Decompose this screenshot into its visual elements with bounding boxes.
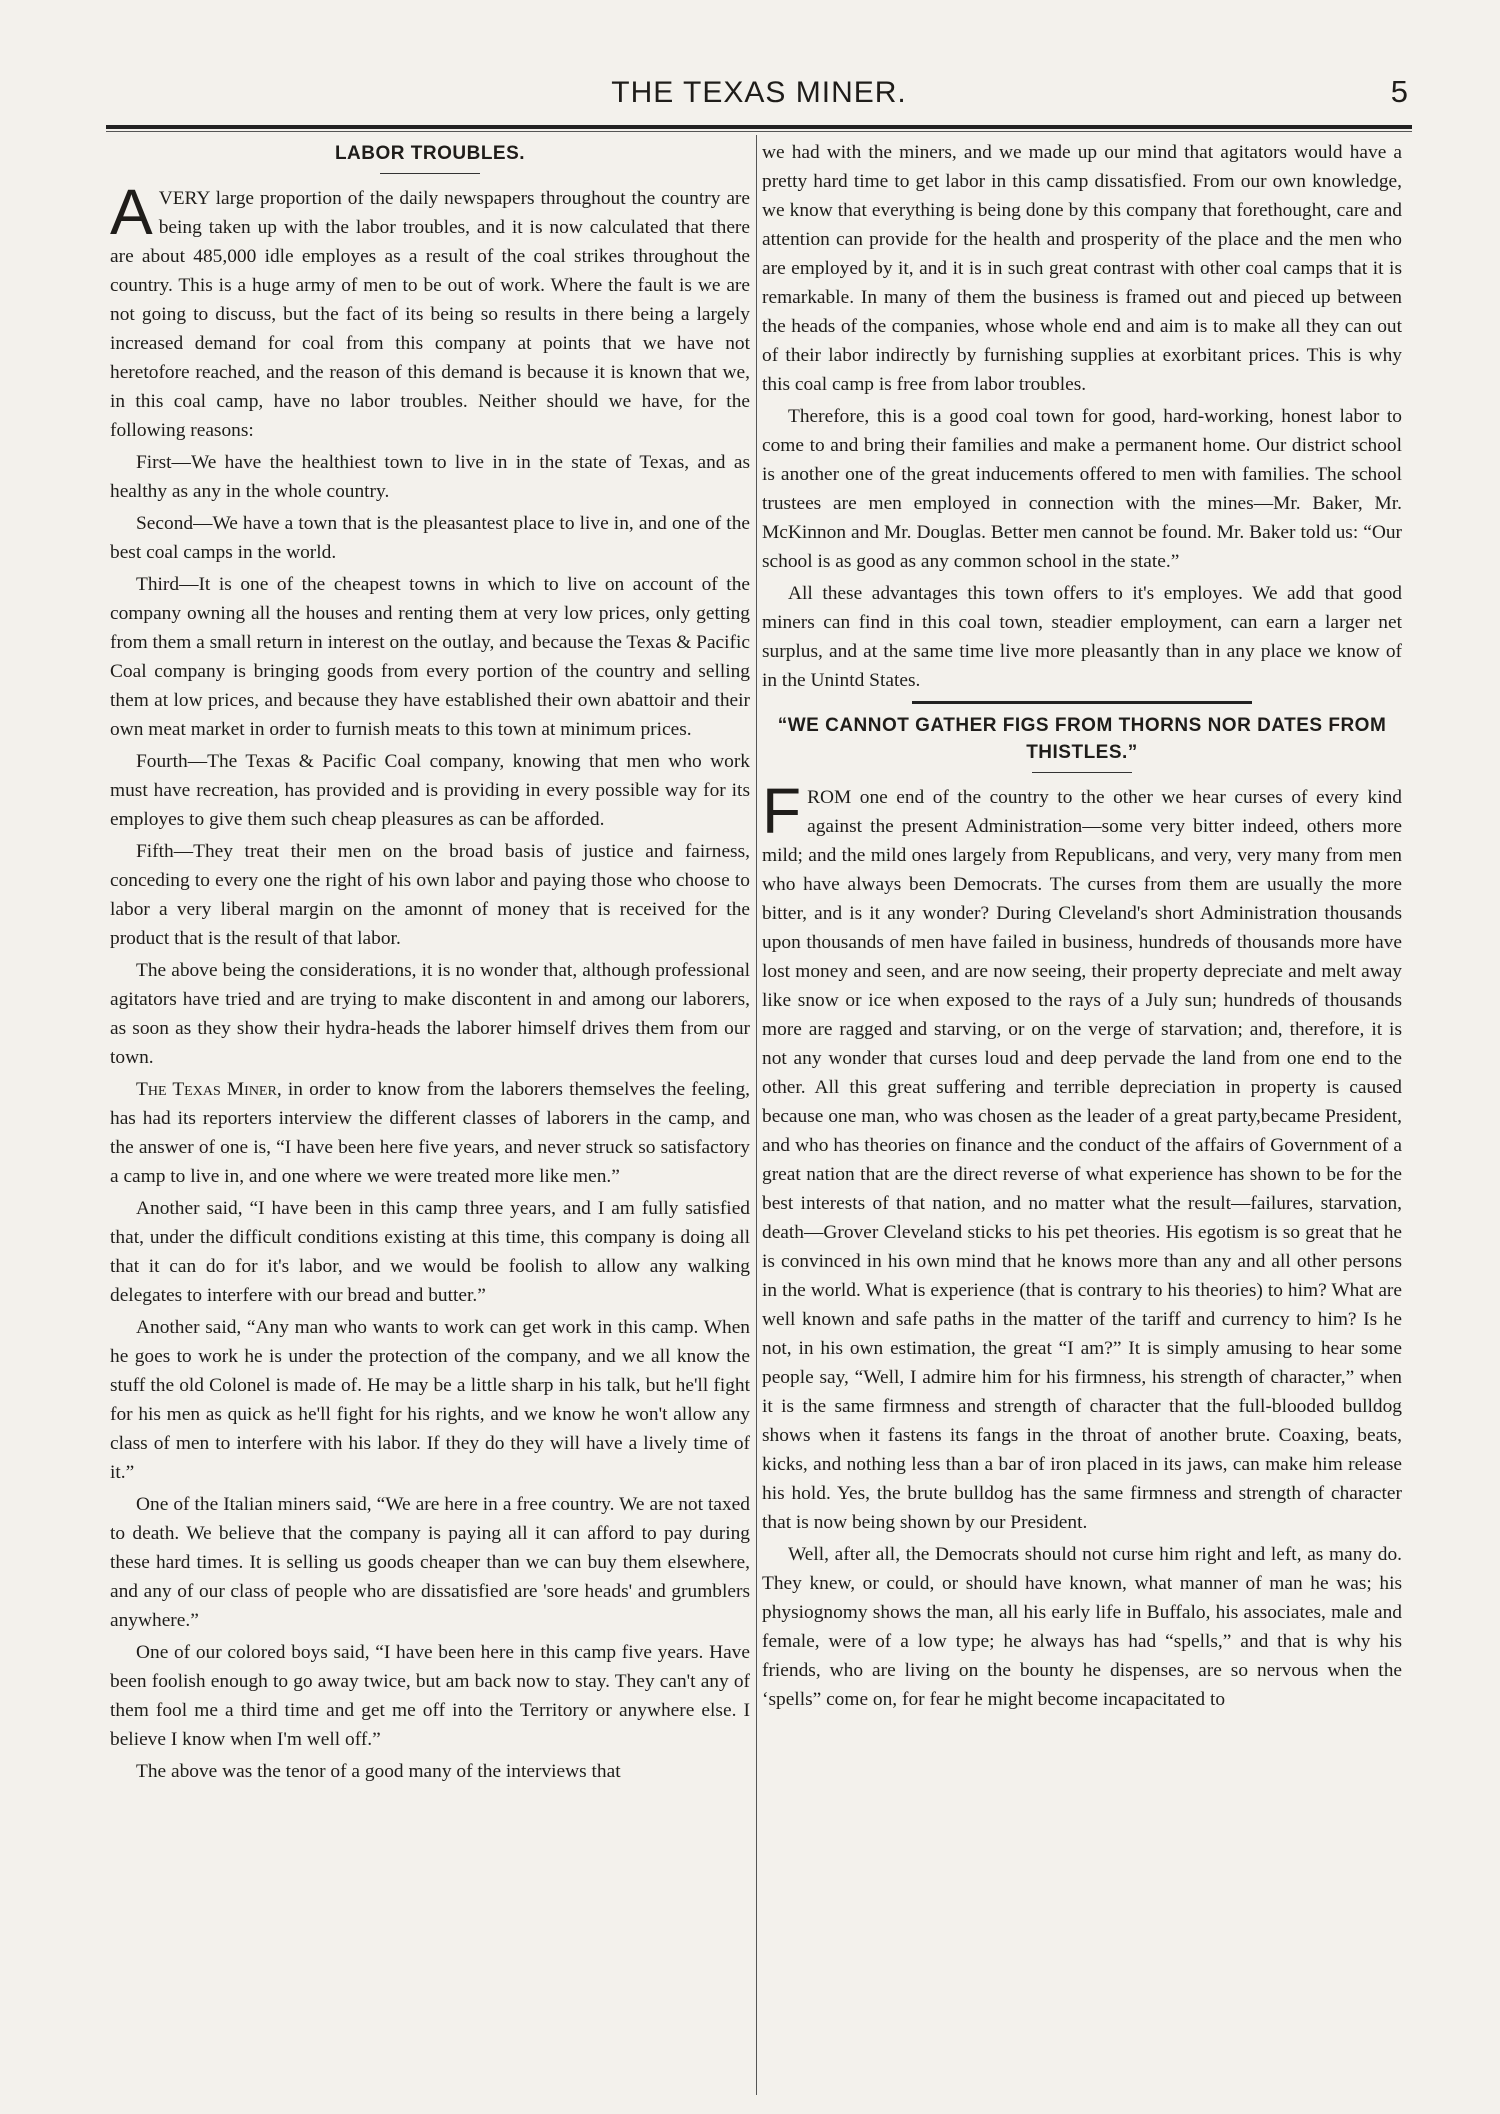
article-paragraph: Third—It is one of the cheapest towns in which to live on account of the company owning all the houses and renting them at very low prices, only getting from them a small return in interest on the outlay, and because the Texas & Pacific Coal company is bringing goods from every portion of the country and selling them at low prices, and because they have established their own abattoir and their own meat market in order to furnish meats to this town at minimum prices.: [110, 574, 750, 740]
article-title-figs-thorns: “WE CANNOT GATHER FIGS FROM THORNS NOR DATES FROM THISTLES.”: [777, 715, 1387, 763]
article-paragraph-continued: we had with the miners, and we made up our mind that agitators would have a pretty hard time to get labor in this camp dissatisfied. From our own knowledge, we know that everything is being done by this company that forethought, care and attention can provide for the health and prosperity of the place and the men who are employed by it, and it is in such great contrast with other coal camps that it is remarkable. In many of them the business is framed out and pieced up between the heads of the companies, whose whole end and aim is to make all they can out of their labor indirectly by furnishing supplies at exorbitant prices. This is why this coal camp is free from labor troubles.: [762, 142, 1402, 395]
column-right: [762, 138, 1402, 2098]
article-paragraph: Another said, “Any man who wants to work can get work in this camp. When he goes to work he is under the protection of the company, and we all know the stuff the old Colonel is made of. He may be a little sharp in his talk, but he'll fight for his men as quick as he'll fight for his rights, and we know he won't allow any class of men to interfere with his labor. If they do they will have a lively time of it.”: [110, 1317, 750, 1483]
page-number: 5: [1390, 74, 1408, 109]
newspaper-title: THE TEXAS MINER.: [611, 76, 907, 109]
title-rule: [380, 173, 480, 174]
article-paragraph: Well, after all, the Democrats should not curse him right and left, as many do. They knew, or could, or should have known, what manner of man he was; his physiognomy shows the man, all his early life in Buffalo, his associates, male and female, were of a low type; he always has had “spells,” and that is why his friends, who are living on the bounty he dispenses, are so nervous when the ‘spells” come on, for fear he might become incapacitated to: [762, 1544, 1402, 1710]
section-rule: [912, 701, 1252, 704]
article-paragraph: All these advantages this town offers to it's employes. We add that good miners can find in this coal town, steadier employment, can earn a larger net surplus, and at the same time live more pleasantly than in any place we know of in the Unintd States.: [762, 583, 1402, 691]
column-divider: [756, 135, 757, 2095]
article-paragraph: The above being the considerations, it is no wonder that, although professional agitators have tried and are trying to make discontent in and among our laborers, as soon as they show their hydra-heads the laborer himself drives them from our town.: [110, 960, 750, 1068]
drop-cap: F: [762, 775, 802, 847]
article-paragraph: Therefore, this is a good coal town for good, hard-working, honest labor to come to and bring their families and make a permanent home. Our district school is another one of the great inducements offered to men with families. The school trustees are men employed in connection with the mines—Mr. Baker, Mr. McKinnon and Mr. Douglas. Better men cannot be found. Mr. Baker told us: “Our school is as good as any common school in the state.”: [762, 406, 1402, 572]
article-paragraph: Fourth—The Texas & Pacific Coal company, knowing that men who work must have recreation, has provided and is providing in every possible way for its employes to give them such cheap pleasures as can be afforded.: [110, 751, 750, 830]
article-paragraph: One of the Italian miners said, “We are here in a free country. We are not taxed to death. We believe that the company is paying all it can afford to pay during these hard times. It is selling us goods cheaper than we can buy them elsewhere, and any of our class of people who are dissatisfied are 'sore heads' and grumblers anywhere.”: [110, 1494, 750, 1631]
title-rule: [1032, 772, 1132, 773]
drop-cap: A: [110, 176, 153, 248]
article-paragraph: FROM one end of the country to the other we hear curses of every kind against the present Administration—some very bitter indeed, others more mild; and the mild ones largely from Republicans, and very, very many from men who have always been Democrats. The curses from them are usually the more bitter, and is it any wonder? During Cleveland's short Administration thousands upon thousands of men have failed in business, hundreds of thousands more have lost money and seen, and are now seeing, their property depreciate and melt away like snow or ice when exposed to the rays of a July sun; hundreds of thousands more are ragged and starving, or on the verge of starvation; and, therefore, it is not any wonder that curses loud and deep pervade the land from one end to the other. All this great suffering and terrible depreciation in property is caused because one man, who was chosen as the leader of a great party,became President, and who has theories on finance and the conduct of the affairs of Government of a great nation that are the direct reverse of what experience has shown to be for the best interests of that nation, and no matter what the result—failures, starvation, death—Grover Cleveland sticks to his pet theories. His egotism is so great that he is convinced in his own mind that he knows more than any and all other persons in the world. What is experience (that is contrary to his theories) to him? What are well known and safe paths in the matter of the tariff and currency to him? Is he not, in his own estimation, the great “I am?” It is simply amusing to hear some people say, “Well, I admire him for his firmness, his strength of character,” when it is the same firmness and strength of character that the full-blooded bulldog shows when it fastens its fangs in the throat of another brute. Coaxing, beats, kicks, and nothing less than a bar of iron placed in its jaws, can make him release his hold. Yes, the brute bulldog has the same firmness and strength of character that is now being shown by our President.: [762, 775, 1402, 1533]
header-rule: [106, 125, 1412, 129]
article-paragraph: First—We have the healthiest town to live in in the state of Texas, and as healthy as any in the whole country.: [110, 452, 750, 502]
newspaper-name: The Texas Miner,: [136, 1079, 282, 1100]
article-title-labor-troubles: LABOR TROUBLES.: [334, 143, 526, 164]
article-paragraph: One of our colored boys said, “I have been here in this camp five years. Have been foolish enough to go away twice, but am back now to stay. They can't any of them fool me a third time and get me off into the Territory or anywhere else. I believe I know when I'm well off.”: [110, 1642, 750, 1750]
column-left: [110, 138, 750, 2098]
article-paragraph: AVERY large proportion of the daily newspapers throughout the country are being taken up with the labor troubles, and it is now calculated that there are about 485,000 idle employes as a result of the coal strikes throughout the country. This is a huge army of men to be out of work. Where the fault is we are not going to discuss, but the fact of its being so results in there being a largely increased demand for coal from this company at points that we have not heretofore reached, and the reason of this demand is because it is known that we, in this coal camp, have no labor troubles. Neither should we have, for the following reasons:: [110, 176, 750, 441]
article-paragraph: The above was the tenor of a good many of the interviews that: [136, 1761, 621, 1782]
article-paragraph: Second—We have a town that is the pleasantest place to live in, and one of the best coal camps in the world.: [110, 513, 750, 563]
header-rule-thin: [106, 131, 1412, 132]
article-paragraph: Another said, “I have been in this camp three years, and I am fully satisfied that, under the difficult conditions existing at this time, this company is doing all that it can do for it's labor, and we would be foolish to allow any walking delegates to interfere with our bread and butter.”: [110, 1198, 750, 1306]
article-paragraph: The Texas Miner, in order to know from the laborers themselves the feeling, has had its reporters interview the different classes of laborers in the camp, and the answer of one is, “I have been here five years, and never struck so satisfactory a camp to live in, and one where we were treated more like men.”: [110, 1079, 750, 1187]
masthead: [106, 76, 1412, 116]
article-paragraph: Fifth—They treat their men on the broad basis of justice and fairness, conceding to every one the right of his own labor and paying those who choose to labor a very liberal margin on the amonnt of money that is received for the product that is the result of that labor.: [110, 841, 750, 949]
